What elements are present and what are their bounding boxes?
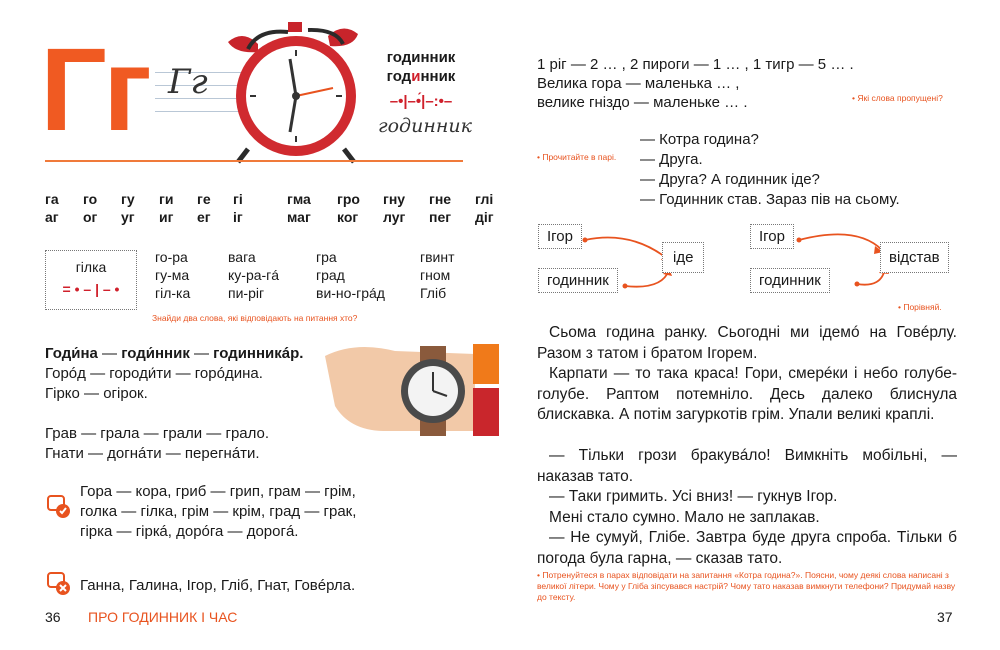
- missing-words-line-3: велике гніздо — маленьке … .: [537, 94, 748, 111]
- big-letter: Гг: [40, 24, 149, 156]
- story-paragraph-5: Мені стало сумно. Мало не заплакав.: [549, 509, 820, 526]
- word-family-3: Гірко — огірок.: [45, 385, 148, 402]
- title-word-1: годинник: [386, 49, 456, 66]
- missing-words-line-1: 1 ріг — 2 … , 2 пироги — 1 … , 1 тигр — 5 … .: [537, 56, 854, 73]
- page-number-left: 36: [45, 609, 61, 625]
- note-find-words: Знайди два слова, які відповідають на питання хто?: [152, 313, 358, 323]
- dialog-line-3: — Друга? А годинник іде?: [640, 171, 820, 188]
- pairs-line-2: голка — гілка, грім — крім, град — грак,: [80, 503, 357, 520]
- story-paragraph-2: Карпати — то така краса! Гори, смерéки і небо голубе-голубе. Раптом потемніло. Десь далеко блиснула блискавка. А потім загуркотів грім. Упали великі краплі.: [537, 365, 957, 423]
- pair-talk-icon-2: [47, 572, 71, 596]
- dialog-line-4: — Годинник став. Зараз пів на сьому.: [640, 191, 900, 208]
- pairs-line-1: Гора — кора, гриб — грип, грам — грім,: [80, 483, 356, 500]
- pair-talk-icon: [47, 495, 71, 519]
- syllables-row-1: га го гу ги ге гі гма гро гну гне глі: [45, 191, 494, 207]
- diagram-box-ide: іде: [662, 242, 704, 273]
- dialog-line-2: — Друга.: [640, 151, 703, 168]
- story-paragraph-1: Сьома година ранку. Сьогодні ми ідемó на Говéрлу. Разом з татом і братом Ігорем.: [537, 324, 957, 362]
- title-words: [378, 48, 472, 137]
- word-box-gilka: гілка = • – | – •: [45, 250, 137, 310]
- pairs-line-3: гірка — гіркá, дорóга — дорогá.: [80, 523, 299, 540]
- syllables-table: [45, 190, 500, 226]
- note-tasks: • Потренуйтеся в парах відповідати на запитання «Котра година?». Поясни, чому деякі слова написані з великої літери. Чому у Гліба зіпсувався настрій? Чому тато наказав вимкнути телефони? Придумай назву до тексту.: [537, 570, 956, 602]
- title-scheme: –•|–•́|–:•–: [389, 93, 453, 110]
- dialog-line-1: — Котра година?: [640, 131, 759, 148]
- title-word-2: годинник: [386, 68, 456, 85]
- diagram-box-vidstav: відстав: [880, 242, 949, 273]
- story-paragraph-3: — Тільки грози бракувáло! Вимкніть мобільні, — наказав тато.: [537, 447, 957, 485]
- missing-words-line-2: Велика гора — маленька … ,: [537, 75, 740, 92]
- title-script: годинник: [378, 115, 472, 137]
- word-family-5: Гнати — догнáти — перегнáти.: [45, 445, 260, 462]
- header-divider: [45, 160, 463, 162]
- words-col-1: го-ра гу-ма гіл-ка: [155, 249, 191, 301]
- word-family-4: Грав — грала — грали — грало.: [45, 425, 270, 442]
- diagram-box-igor-1: Ігор: [538, 224, 582, 249]
- story-paragraph-4: — Таки гримить. Усі вниз! — гукнув Ігор.: [549, 488, 838, 505]
- word-family-2: Горóд — городи́ти — горóдина.: [45, 365, 263, 382]
- word-family-1: Годи́на — годи́нник — годинникáр.: [45, 345, 304, 362]
- words-col-3: гра град ви-но-грáд: [316, 249, 385, 301]
- diagram-box-godynnyk-1: годинник: [538, 268, 618, 293]
- script-letter: Гг: [168, 62, 208, 102]
- diagram-box-godynnyk-2: годинник: [750, 268, 830, 293]
- note-missing: • Які слова пропущені?: [852, 93, 943, 103]
- section-title: ПРО ГОДИННИК І ЧАС: [88, 609, 238, 625]
- diagram-box-igor-2: Ігор: [750, 224, 794, 249]
- note-compare: • Порівняй.: [898, 302, 942, 312]
- alarm-clock-icon: [218, 14, 378, 164]
- words-col-2: вага ку-ра-гá пи-ріг: [228, 249, 280, 301]
- words-col-4: гвинт гном Гліб: [420, 249, 455, 301]
- story-paragraph-6: — Не сумуй, Глібе. Завтра буде друга спроба. Тільки б погода була гарна, — сказав тато.: [537, 529, 957, 567]
- note-read-pairs: • Прочитайте в парі.: [537, 152, 617, 162]
- names-line: Ганна, Галина, Ігор, Гліб, Гнат, Говéрла.: [80, 577, 356, 594]
- wristwatch-hand-icon: [325, 336, 500, 446]
- syllables-row-2: аг ог уг иг ег іг маг ког луг пег діг: [45, 209, 494, 225]
- page-number-right: 37: [937, 609, 953, 625]
